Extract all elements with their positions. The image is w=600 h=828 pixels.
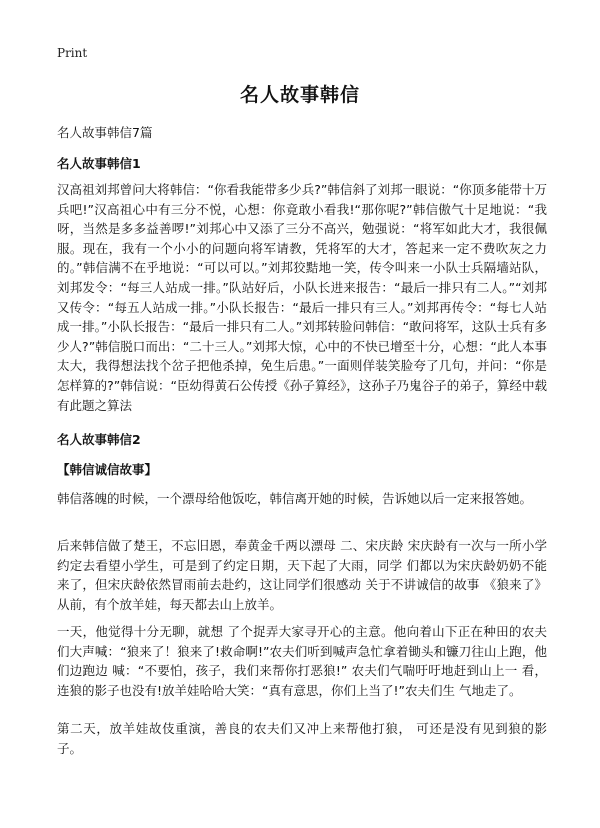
page-title: 名人故事韩信 [239,84,360,106]
section-paragraph: 一天，他觉得十分无聊，就想 了个捉弄大家寻开心的主意。他向着山下正在种田的农夫们大声喊：“狼来了！狼来了!救命啊!”农夫们听到喊声急忙拿着锄头和镰刀往山上跑，他们边跑边 喊：“不要怕，孩子，我们来帮你打恶狼!” 农夫们气喘吁吁地赶到山上一 看，连狼的影子也没有!放羊娃哈哈大笑：“真有意思，你们上当了!”农夫们生 气地走了。 [57,624,547,698]
print-label: Print [57,46,88,60]
page-subtitle: 名人故事韩信7篇 [57,125,153,140]
section-paragraph: 韩信落魄的时候，一个漂母给他饭吃，韩信离开她的时候，告诉她以后一定来报答她。 [57,491,533,506]
section-paragraph: 汉高祖刘邦曾问大将韩信：“你看我能带多少兵?”韩信斜了刘邦一眼说：“你顶多能带十万兵吧!”汉高祖心中有三分不悦，心想：你竟敢小看我!“那你呢?”韩信傲气十足地说：“我呀，当然是多多益善啰!”刘邦心中又添了三分不高兴，勉强说：“将军如此大才，我很佩服。现在，我有一个小小的问题向将军请教，凭将军的大才，答起来一定不费吹灰之力的。”韩信满不在乎地说：“可以可以。”刘邦狡黠地一笑，传令叫来一小队士兵隔墙站队，刘邦发令：“每三人站成一排。”队站好后，小队长进来报告：“最后一排只有二人。”“刘邦又传令：“每五人站成一排。”小队长报告：“最后一排只有三人。”刘邦再传令：“每七人站成一排。”小队长报告：“最后一排只有二人。”刘邦转脸问韩信：“敢问将军，这队士兵有多少人?”韩信脱口而出：“二十三人。”刘邦大惊，心中的不快已增至十分，心想：“此人本事太大，我得想法找个岔子把他杀掉，免生后患。”一面则佯装笑脸夸了几句，并问：“你是怎样算的?”韩信说：“臣幼得黄石公传授《孙子算经》，这孙子乃鬼谷子的弟子，算经中载有此题之算法 [57,182,547,413]
section-subheading: 【韩信诚信故事】 [57,462,158,477]
section-heading: 名人故事韩信2 [57,432,141,447]
section-paragraph: 第二天，放羊娃故伎重演，善良的农夫们又冲上来帮他打狼， 可还是没有见到狼的影子。 [57,721,547,756]
section-heading: 名人故事韩信1 [57,156,141,171]
section-paragraph: 后来韩信做了楚王，不忘旧恩，奉黄金千两以漂母 二、宋庆龄 宋庆龄有一次与一所小学约定去看望小学生，可是到了约定日期，天下起了大雨，同学 们都以为宋庆龄奶奶不能来了，但宋庆龄依然冒雨前去赴约，这让同学们很感动 关于不讲诚信的故事 《狼来了》从前，有个放羊娃，每天都去山上放羊。 [57,538,547,612]
